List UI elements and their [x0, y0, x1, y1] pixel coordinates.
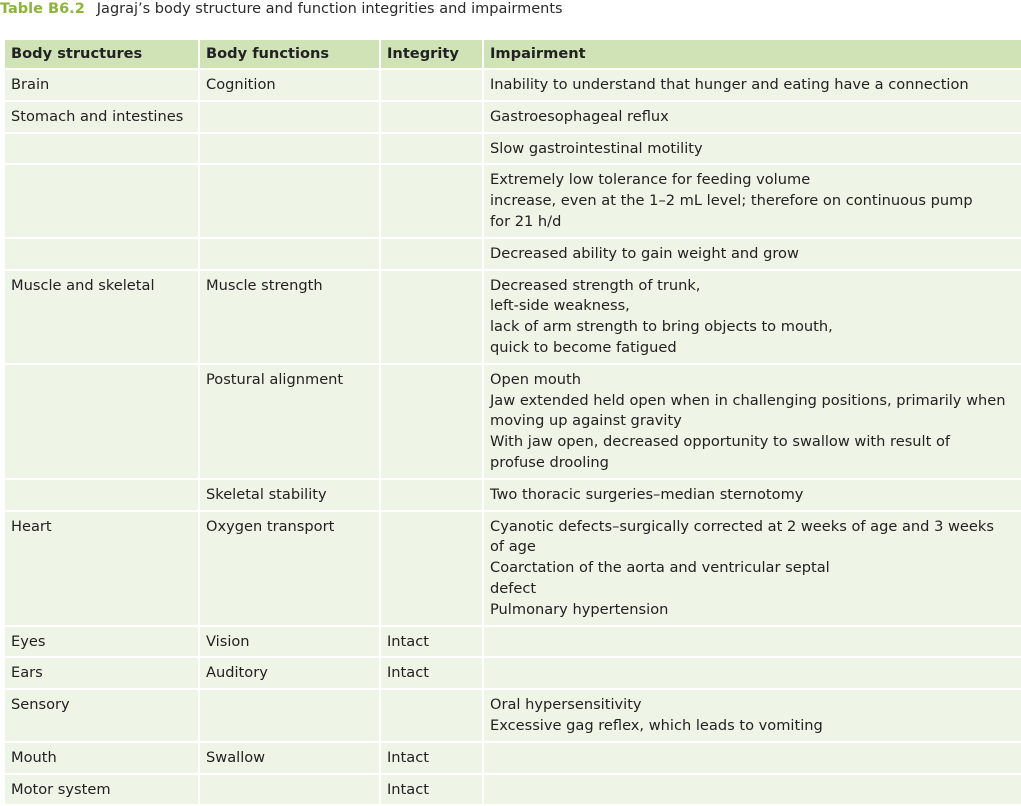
impairment-line: Extremely low tolerance for feeding volume: [490, 171, 811, 189]
body-structure-cell: Stomach and intestines: [5, 102, 198, 132]
impairment-line: Gastroesophageal reflux: [490, 107, 669, 125]
body-function-cell: Oxygen transport: [200, 512, 379, 625]
impairment-line: Slow gastrointestinal motility: [490, 139, 703, 157]
body-function-cell: Postural alignment: [200, 365, 379, 478]
body-function-cell: Cognition: [200, 70, 379, 100]
impairment-line: Open mouth: [490, 370, 581, 388]
body-function-cell: Muscle strength: [200, 271, 379, 363]
body-structure-cell: [5, 365, 198, 478]
impairment-line: Pulmonary hypertension: [490, 600, 669, 618]
body-function-cell: [200, 690, 379, 741]
integrity-cell: Intact: [381, 743, 482, 773]
impairment-cell: [484, 365, 1021, 478]
table-body: [5, 70, 1021, 804]
impairment-line: profuse drooling: [490, 453, 609, 471]
table-row: [5, 512, 1021, 625]
table-row: [5, 271, 1021, 363]
impairment-line: Decreased strength of trunk,: [490, 276, 701, 294]
integrity-cell: [381, 102, 482, 132]
table-row: [5, 239, 1021, 269]
integrity-cell: Intact: [381, 627, 482, 657]
integrity-cell: [381, 70, 482, 100]
table-caption: [0, 0, 563, 22]
body-structure-cell: Sensory: [5, 690, 198, 741]
body-structure-cell: Muscle and skeletal: [5, 271, 198, 363]
impairment-line: defect: [490, 579, 537, 597]
integrity-cell: Intact: [381, 775, 482, 805]
header-impairment: Impairment: [484, 40, 1021, 68]
integrity-cell: Intact: [381, 658, 482, 688]
body-structure-cell: Mouth: [5, 743, 198, 773]
impairment-cell: [484, 134, 1021, 164]
integrity-cell: [381, 271, 482, 363]
integrity-cell: [381, 165, 482, 236]
integrity-cell: [381, 134, 482, 164]
body-structure-cell: Ears: [5, 658, 198, 688]
table-row: [5, 480, 1021, 510]
header-row: [5, 40, 1021, 68]
impairment-line: quick to become fatigued: [490, 338, 677, 356]
impairment-line: Coarctation of the aorta and ventricular septal: [490, 559, 830, 577]
table-row: [5, 627, 1021, 657]
impairment-line: lack of arm strength to bring objects to mouth,: [490, 318, 833, 336]
table-row: [5, 134, 1021, 164]
impairment-line: left-side weakness,: [490, 297, 630, 315]
impairment-line: Decreased ability to gain weight and grow: [490, 244, 799, 262]
impairments-table: [3, 38, 1021, 806]
header-integrity: Integrity: [381, 40, 482, 68]
impairment-line: of age: [490, 538, 536, 556]
impairment-cell: [484, 239, 1021, 269]
impairment-line: Two thoracic surgeries–median sternotomy: [490, 485, 804, 503]
body-function-cell: Skeletal stability: [200, 480, 379, 510]
impairment-cell: [484, 743, 1021, 773]
body-structure-cell: [5, 134, 198, 164]
table-row: [5, 775, 1021, 805]
body-function-cell: [200, 134, 379, 164]
body-structure-cell: Eyes: [5, 627, 198, 657]
table-row: [5, 743, 1021, 773]
impairment-cell: [484, 690, 1021, 741]
impairment-cell: [484, 775, 1021, 805]
integrity-cell: [381, 512, 482, 625]
body-structure-cell: Motor system: [5, 775, 198, 805]
table-title: Jagraj’s body structure and function integrities and impairments: [96, 1, 563, 17]
body-function-cell: [200, 775, 379, 805]
integrity-cell: [381, 480, 482, 510]
impairment-cell: [484, 658, 1021, 688]
body-structure-cell: [5, 480, 198, 510]
body-structure-cell: Heart: [5, 512, 198, 625]
body-function-cell: Vision: [200, 627, 379, 657]
impairment-cell: [484, 102, 1021, 132]
table-row: [5, 70, 1021, 100]
table-number: Table B6.2: [0, 1, 85, 17]
impairment-line: Inability to understand that hunger and eating have a connection: [490, 76, 969, 93]
integrity-cell: [381, 365, 482, 478]
header-body-structures: Body structures: [5, 40, 198, 68]
impairment-cell: [484, 480, 1021, 510]
impairment-cell: [484, 70, 1021, 100]
impairment-cell: [484, 512, 1021, 625]
table-row: [5, 365, 1021, 478]
integrity-cell: [381, 239, 482, 269]
impairment-line: Excessive gag reflex, which leads to vomiting: [490, 716, 823, 734]
body-structure-cell: [5, 165, 198, 236]
body-structure-cell: Brain: [5, 70, 198, 100]
table-row: [5, 165, 1021, 236]
body-function-cell: Auditory: [200, 658, 379, 688]
impairment-line: Jaw extended held open when in challenging positions, primarily when: [490, 391, 1006, 409]
body-function-cell: [200, 102, 379, 132]
impairment-line: moving up against gravity: [490, 412, 682, 430]
impairment-line: Oral hypersensitivity: [490, 696, 642, 714]
table-row: [5, 658, 1021, 688]
body-structure-cell: [5, 239, 198, 269]
impairment-cell: [484, 165, 1021, 236]
impairment-cell: [484, 627, 1021, 657]
integrity-cell: [381, 690, 482, 741]
table-row: [5, 690, 1021, 741]
header-body-functions: Body functions: [200, 40, 379, 68]
table-row: [5, 102, 1021, 132]
impairment-line: With jaw open, decreased opportunity to swallow with result of: [490, 433, 951, 451]
impairment-cell: [484, 271, 1021, 363]
impairment-line: for 21 h/d: [490, 212, 562, 230]
impairment-line: Cyanotic defects–surgically corrected at 2 weeks of age and 3 weeks: [490, 517, 994, 535]
impairment-line: increase, even at the 1–2 mL level; therefore on continuous pump: [490, 192, 973, 210]
body-function-cell: [200, 165, 379, 236]
body-function-cell: [200, 239, 379, 269]
body-function-cell: Swallow: [200, 743, 379, 773]
